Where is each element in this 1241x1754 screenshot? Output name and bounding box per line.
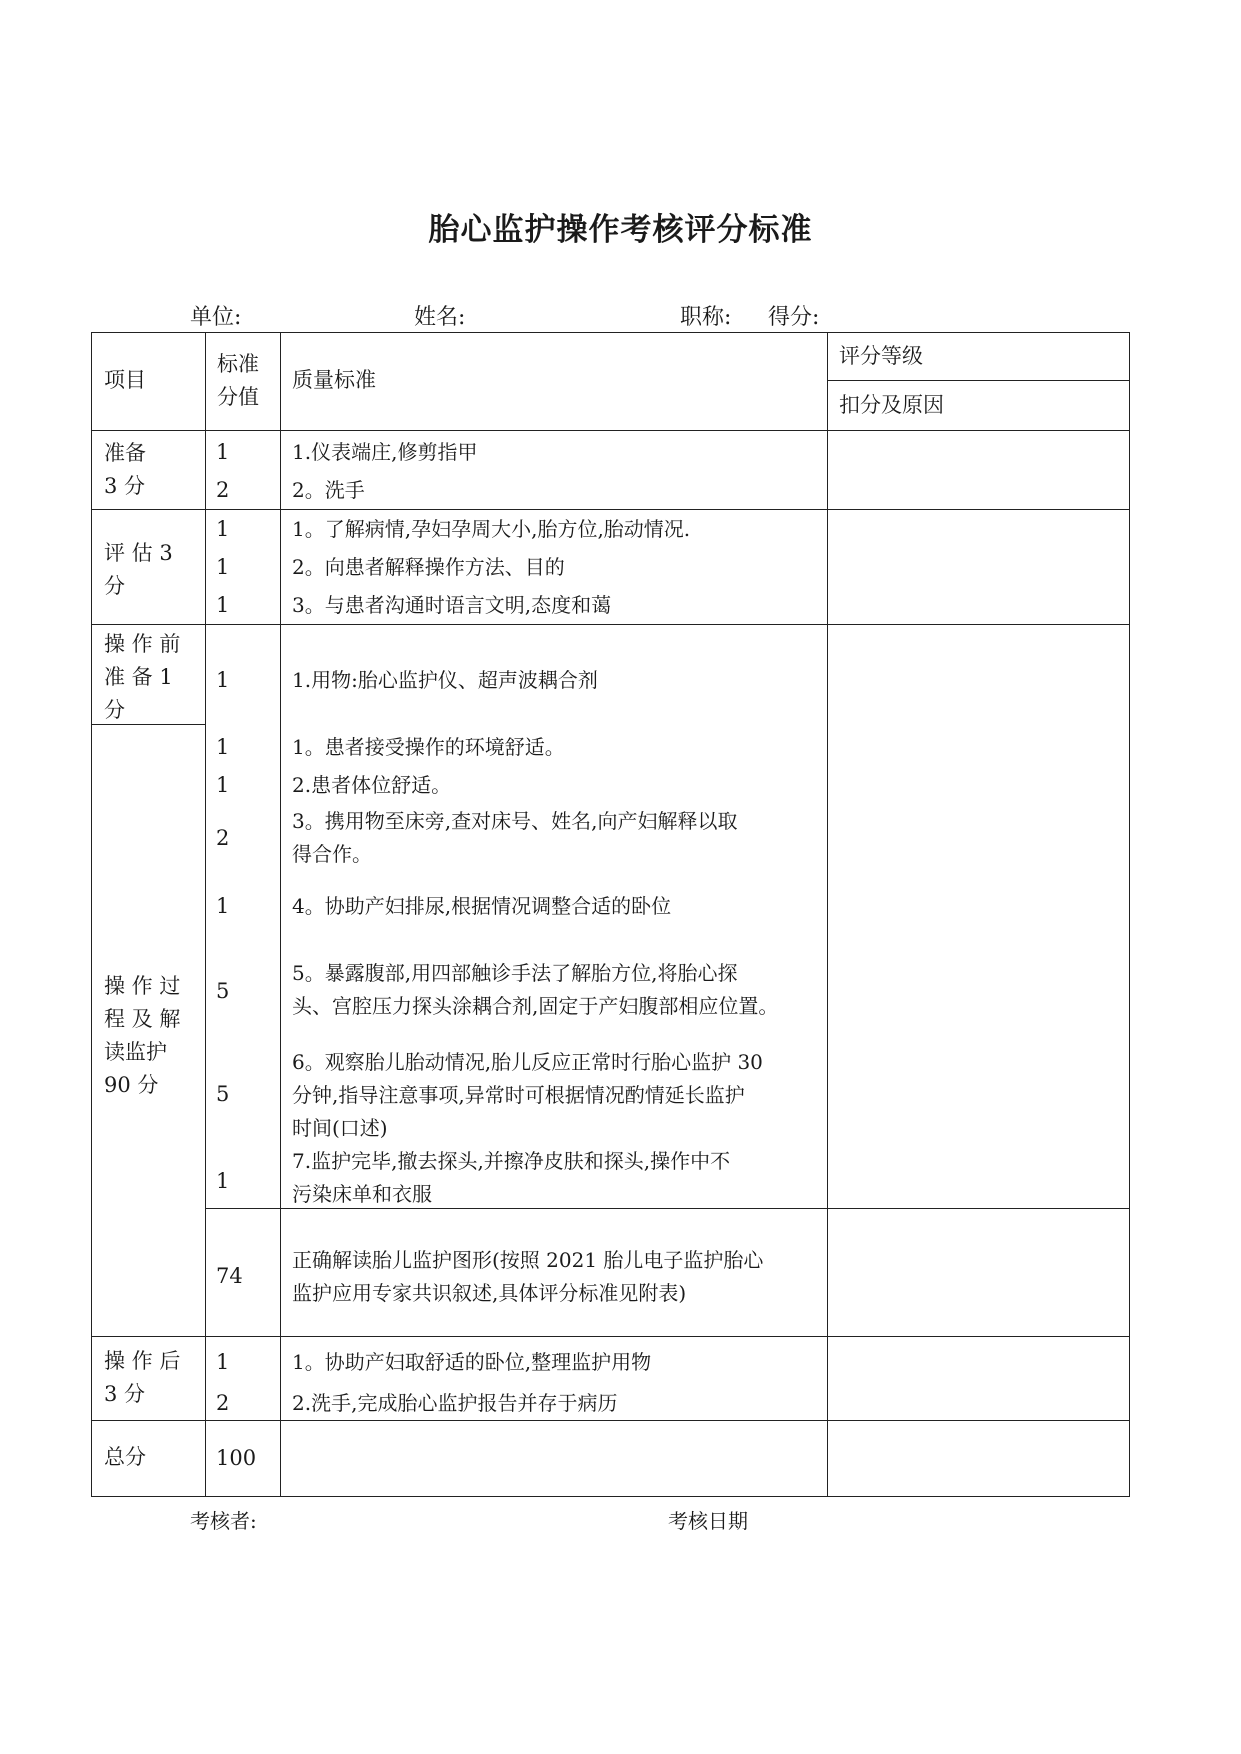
table-line (280, 332, 281, 1497)
interpret-text-line2: 监护应用专家共识叙述,具体评分标准见附表) (292, 1281, 687, 1305)
process-text-2: 2.患者体位舒适。 (292, 773, 452, 797)
assess-text-2: 2。向患者解释操作方法、目的 (292, 555, 565, 579)
process-text-5-line2: 头、宫腔压力探头涂耦合剂,固定于产妇腹部相应位置。 (292, 994, 779, 1018)
assess-score-1: 1 (216, 517, 230, 541)
preop-label-line1: 操 作 前 (104, 632, 181, 656)
header-std-line2: 分值 (217, 385, 259, 409)
assess-text-3: 3。与患者沟通时语言文明,态度和蔼 (292, 593, 612, 617)
exam-date-label: 考核日期 (668, 1509, 748, 1533)
header-item: 项目 (104, 368, 146, 392)
process-label-line4: 90 分 (104, 1073, 159, 1097)
process-score-7: 1 (216, 1169, 230, 1193)
postop-score-1: 1 (216, 1350, 230, 1374)
process-text-7-line2: 污染床单和衣服 (292, 1182, 432, 1206)
prep-score-2: 2 (216, 478, 230, 502)
interpret-score: 74 (216, 1264, 243, 1288)
header-grade: 评分等级 (839, 344, 923, 368)
assess-score-2: 1 (216, 555, 230, 579)
process-text-7-line1: 7.监护完毕,撤去探头,并擦净皮肤和探头,操作中不 (292, 1149, 731, 1173)
postop-text-2: 2.洗手,完成胎心监护报告并存于病历 (292, 1391, 618, 1415)
header-quality: 质量标准 (292, 368, 376, 392)
assess-label-line2: 分 (104, 574, 125, 598)
header-std-line1: 标准 (217, 352, 259, 376)
table-line (91, 1336, 1130, 1337)
table-line (91, 624, 1130, 625)
prep-label-line2: 3 分 (104, 474, 146, 498)
assess-text-1: 1。了解病情,孕妇孕周大小,胎方位,胎动情况. (292, 517, 691, 541)
name-label: 姓名: (414, 305, 466, 330)
position-label: 职称: (680, 305, 732, 330)
table-line (91, 430, 1130, 431)
prep-label-line1: 准备 (104, 441, 146, 465)
process-text-1: 1。患者接受操作的环境舒适。 (292, 735, 565, 759)
table-border (1129, 332, 1130, 1497)
prep-score-1: 1 (216, 440, 230, 464)
postop-label-line1: 操 作 后 (104, 1349, 181, 1373)
postop-score-2: 2 (216, 1391, 230, 1415)
table-line (91, 509, 1130, 510)
process-text-6-line1: 6。观察胎儿胎动情况,胎儿反应正常时行胎心监护 30 (292, 1050, 763, 1074)
table-line (205, 1208, 1130, 1209)
assess-score-3: 1 (216, 593, 230, 617)
preop-text-1: 1.用物:胎心监护仪、超声波耦合剂 (292, 668, 598, 692)
preop-label-line3: 分 (104, 698, 125, 722)
page-title: 胎心监护操作考核评分标准 (428, 212, 813, 248)
score-label: 得分: (768, 305, 820, 330)
process-text-4: 4。协助产妇排尿,根据情况调整合适的卧位 (292, 894, 672, 918)
process-text-6-line2: 分钟,指导注意事项,异常时可根据情况酌情延长监护 (292, 1083, 745, 1107)
process-label-line3: 读监护 (104, 1040, 167, 1064)
total-score: 100 (216, 1446, 257, 1470)
table-border (91, 332, 92, 1497)
process-text-3-line1: 3。携用物至床旁,查对床号、姓名,向产妇解释以取 (292, 809, 738, 833)
prep-text-2: 2。洗手 (292, 478, 365, 502)
process-score-5: 5 (216, 979, 230, 1003)
process-score-3: 2 (216, 826, 230, 850)
process-text-3-line2: 得合作。 (292, 842, 372, 866)
table-line (91, 1420, 1130, 1421)
postop-text-1: 1。协助产妇取舒适的卧位,整理监护用物 (292, 1350, 652, 1374)
table-line (205, 332, 206, 1497)
interpret-text-line1: 正确解读胎儿监护图形(按照 2021 胎儿电子监护胎心 (292, 1248, 764, 1272)
total-label: 总分 (104, 1445, 146, 1469)
table-line (827, 332, 828, 1497)
process-label-line2: 程 及 解 (104, 1007, 181, 1031)
unit-label: 单位: (190, 305, 242, 330)
preop-label-line2: 准 备 1 (104, 665, 173, 689)
table-border (91, 332, 1130, 333)
table-line (827, 380, 1130, 381)
header-deduction: 扣分及原因 (839, 393, 944, 417)
prep-text-1: 1.仪表端庄,修剪指甲 (292, 440, 478, 464)
process-score-6: 5 (216, 1082, 230, 1106)
preop-score-1: 1 (216, 668, 230, 692)
process-text-6-line3: 时间(口述) (292, 1116, 388, 1140)
process-text-5-line1: 5。暴露腹部,用四部触诊手法了解胎方位,将胎心探 (292, 961, 738, 985)
examiner-label: 考核者: (190, 1509, 257, 1533)
process-score-2: 1 (216, 773, 230, 797)
assess-label-line1: 评 估 3 (104, 541, 173, 565)
process-label-line1: 操 作 过 (104, 974, 181, 998)
postop-label-line2: 3 分 (104, 1382, 146, 1406)
process-score-4: 1 (216, 894, 230, 918)
process-score-1: 1 (216, 735, 230, 759)
table-border (91, 1496, 1130, 1497)
